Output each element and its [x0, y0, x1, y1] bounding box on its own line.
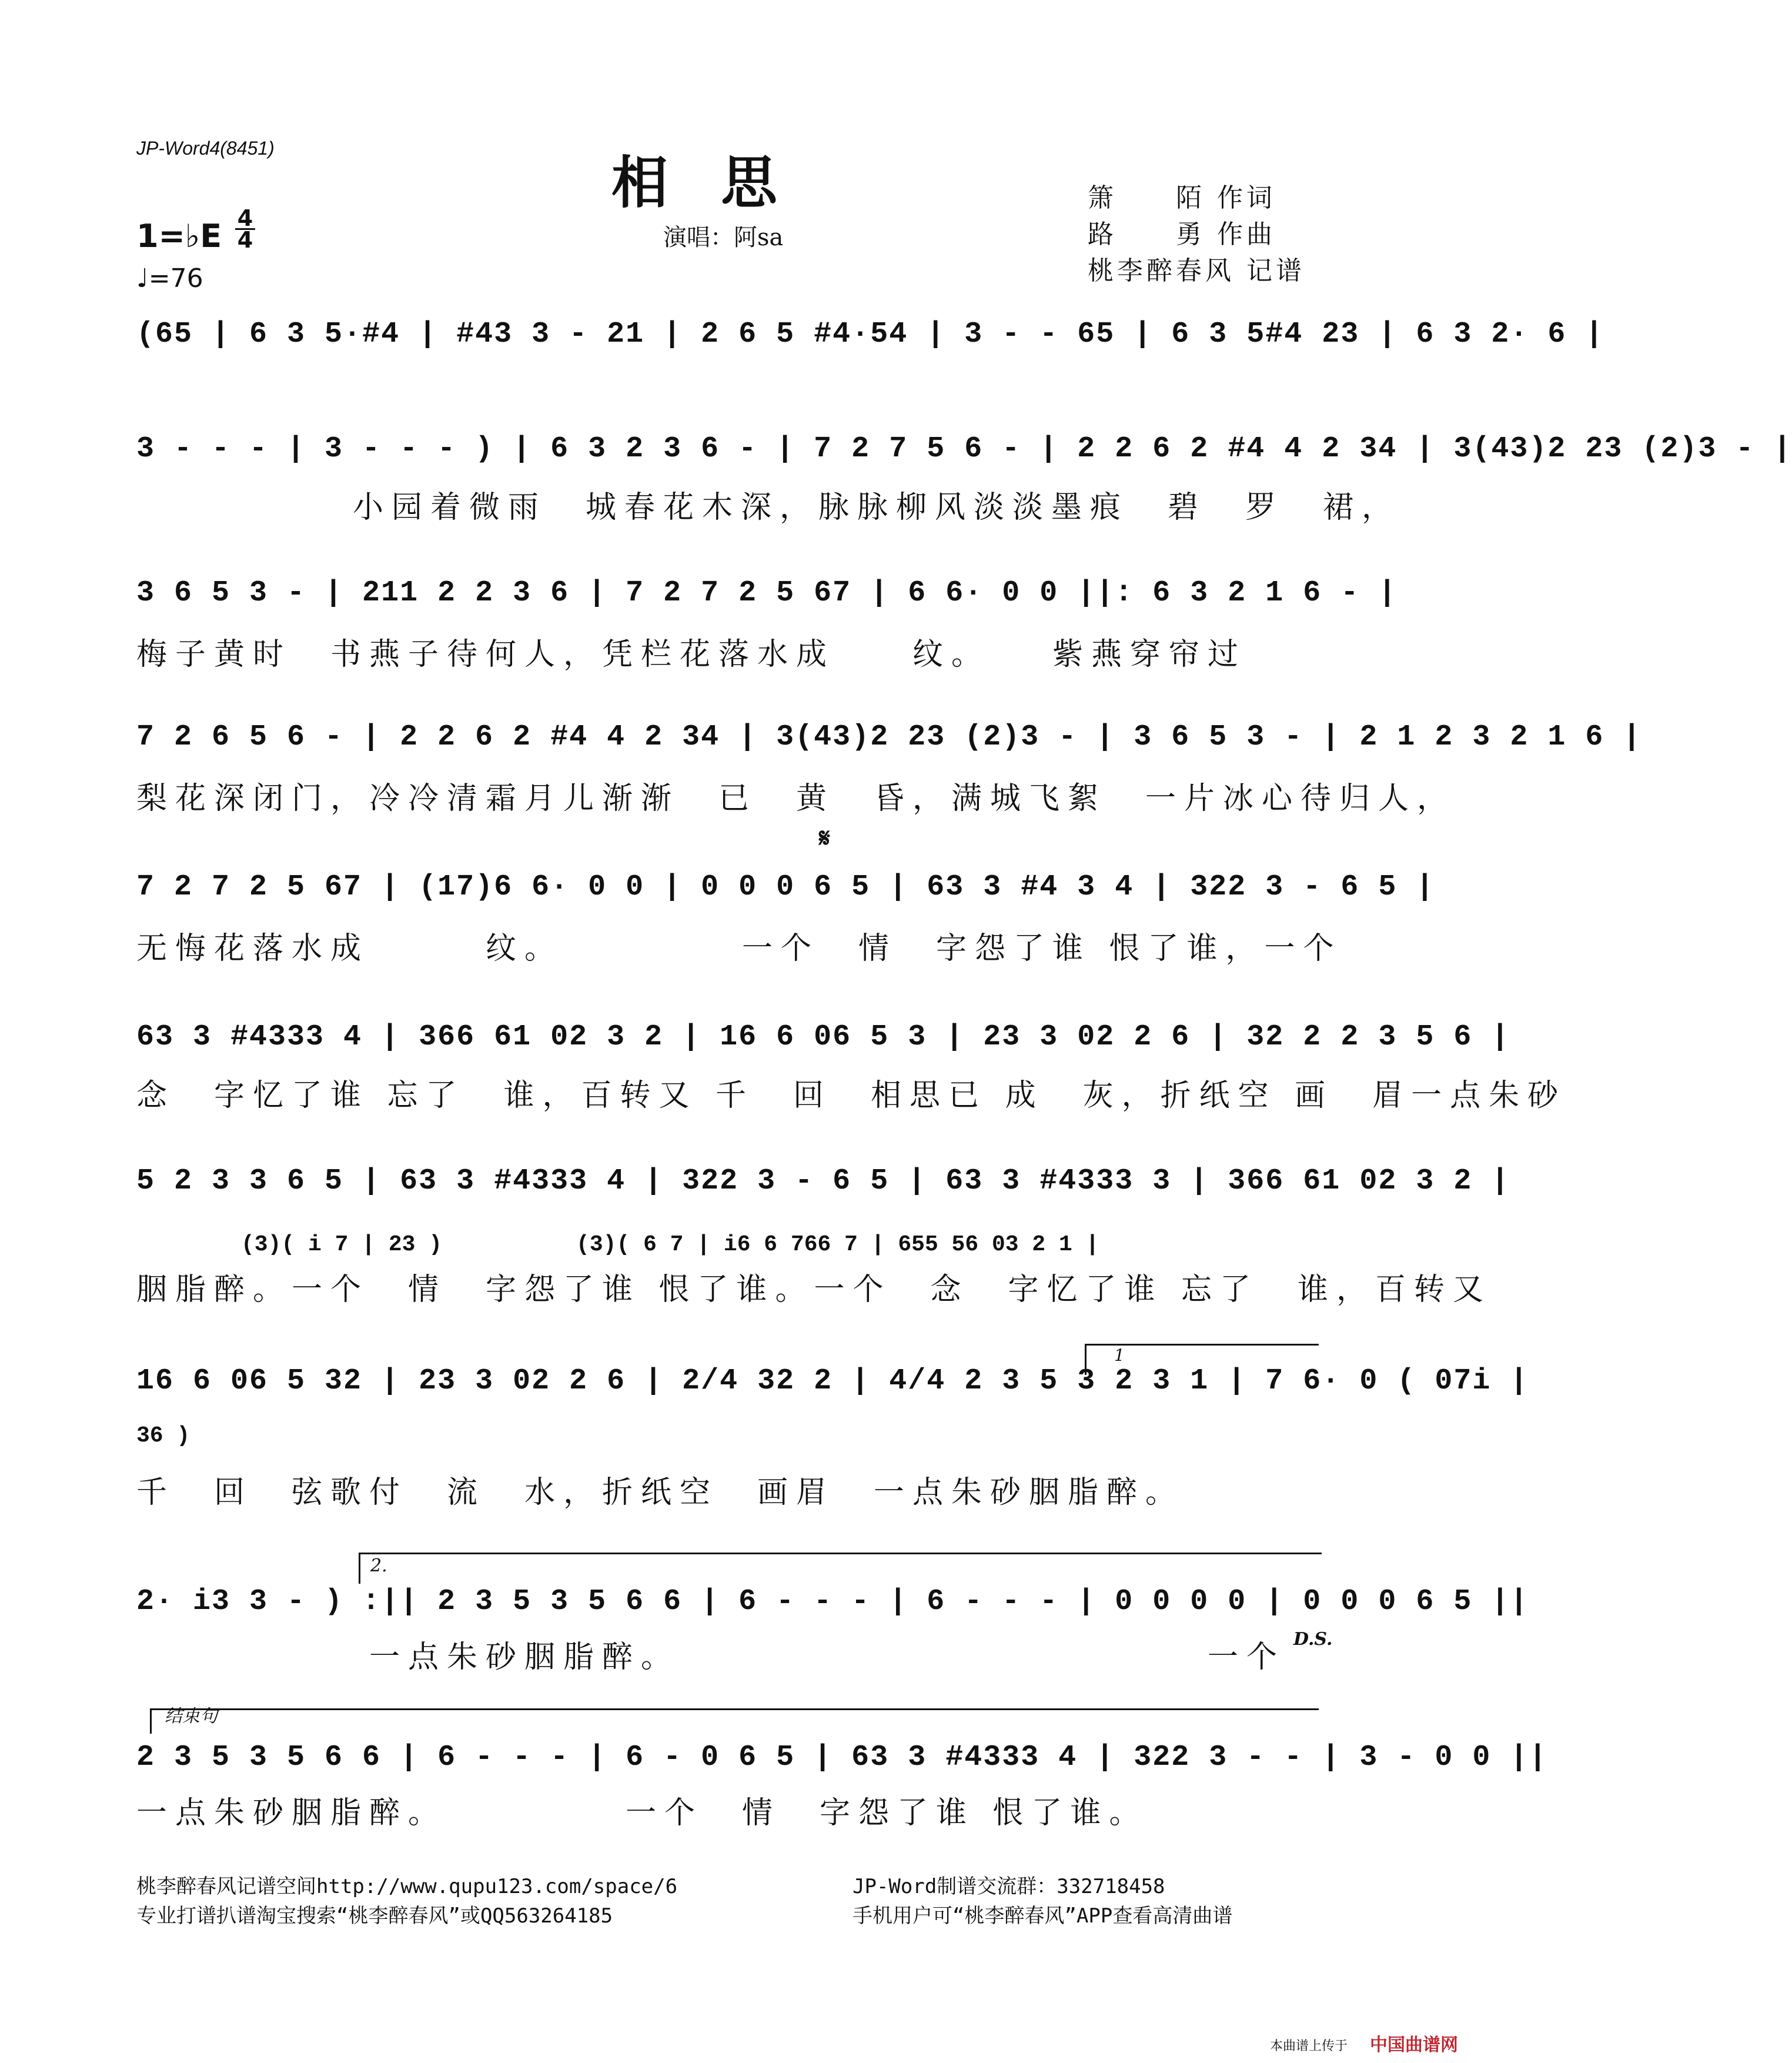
lyric-row-6: 念 字忆了谁 忘了 谁，百转又 千 回 相思已 成 灰，折纸空 画 眉一点朱砂	[136, 1078, 1567, 1113]
composer-credit: 路 勇 作曲	[1088, 219, 1276, 249]
lyric-row-8: 千 回 弦歌付 流 水，折纸空 画眉 一点朱砂胭脂醉。	[136, 1475, 1185, 1510]
footer-left-line-1: 桃李醉春风记谱空间http://www.qupu123.com/space/6	[136, 1875, 678, 1898]
notation-row-6: 63 3 #4333 4 | 366 61 02 3 2 | 16 6 06 5 3 | 23 3 02 2 6 | 32 2 2 3 5 6 |	[136, 1020, 1510, 1054]
notation-row-3: 3 6 5 3 - | 211 2 2 3 6 | 7 2 7 2 5 67 | 6 6· 0 0 ||: 6 3 2 1 6 - |	[136, 576, 1398, 610]
notation-row-9: 2· i3 3 - ) :|| 2 3 5 3 5 6 6 | 6 - - - | 6 - - - | 0 0 0 0 | 0 0 0 6 5 ||	[136, 1585, 1529, 1618]
lyric-row-10: 一点朱砂胭脂醉。 一个 情 字怨了谁 恨了谁。	[136, 1795, 1148, 1831]
notation-row-2: 3 - - - | 3 - - - ) | 6 3 2 3 6 - | 7 2 7 5 6 - | 2 2 6 2 #4 4 2 34 | 3(43)2 23 (2)3 - |	[136, 432, 1792, 466]
key-signature: 1=♭E	[136, 218, 222, 255]
footer-right-line-1: JP-Word制谱交流群：332718458	[852, 1875, 1165, 1898]
notation-row-7: 5 2 3 3 6 5 | 63 3 #4333 4 | 322 3 - 6 5 | 63 3 #4333 3 | 366 61 02 3 2 |	[136, 1164, 1510, 1198]
lyric-row-4: 梨花深闭门，冷冷清霜月儿渐渐 已 黄 昏，满城飞絮 一片冰心待归人，	[136, 781, 1456, 816]
ending-bracket	[150, 1708, 1319, 1734]
site-logo: 中国曲谱网	[1370, 2035, 1458, 2055]
notation-row-4: 7 2 6 5 6 - | 2 2 6 2 #4 4 2 34 | 3(43)2 23 (2)3 - | 3 6 5 3 - | 2 1 2 3 2 1 6 |	[136, 720, 1642, 754]
volta-2-bracket	[359, 1553, 1322, 1584]
notation-row-5: 7 2 7 2 5 67 | (17)6 6· 0 0 | 0 0 0 6 5 | 63 3 #4 3 4 | 322 3 - 6 5 |	[136, 870, 1435, 904]
footer-right-line-2: 手机用户可“桃李醉春风”APP查看高清曲谱	[852, 1904, 1233, 1928]
lyricist-credit: 箫 陌 作词	[1088, 183, 1276, 213]
segno-sign: 𝄋	[819, 823, 830, 853]
lyric-row-2: 小园着微雨 城春花木深，脉脉柳风淡淡墨痕 碧 罗 裙，	[353, 490, 1401, 525]
time-signature	[235, 205, 255, 253]
notation-row-1: (65 | 6 3 5·#4 | #43 3 - 21 | 2 6 5 #4·54 | 3 - - 65 | 6 3 5#4 23 | 6 3 2· 6 |	[136, 318, 1604, 351]
ending-label: 结束句	[165, 1707, 218, 1726]
transcriber-credit: 桃李醉春风 记谱	[1088, 256, 1305, 286]
ds-marking: D.S.	[1293, 1629, 1333, 1650]
footer-left-line-2: 专业打谱扒谱淘宝搜索“桃李醉春风”或QQ563264185	[136, 1904, 613, 1928]
tempo-marking: ♩=76	[136, 263, 203, 293]
meter-bottom: 4	[237, 227, 253, 253]
lyric-row-5: 无悔花落水成 纹。 一个 情 字怨了谁 恨了谁，一个	[136, 931, 1342, 966]
lyric-row-3: 梅子黄时 书燕子待何人，凭栏花落水成 纹。 紫燕穿帘过	[136, 637, 1247, 672]
upload-stamp: 本曲谱上传于	[1270, 2039, 1348, 2054]
song-title: 相思	[611, 149, 830, 216]
singer-credit: 演唱：阿sa	[663, 224, 784, 251]
notation-row-10: 2 3 5 3 5 6 6 | 6 - - - | 6 - 0 6 5 | 63 3 #4333 4 | 322 3 - - | 3 - 0 0 ||	[136, 1741, 1548, 1774]
notation-row-8: 16 6 06 5 32 | 23 3 02 2 6 | 2/4 32 2 | 4/4 2 3 5 3 2 3 1 | 7 6· 0 ( 07i |	[136, 1364, 1529, 1398]
lyric-row-7: 胭脂醉。一个 情 字怨了谁 恨了谁。一个 念 字忆了谁 忘了 谁，百转又	[136, 1272, 1492, 1307]
software-label: JP-Word4(8451)	[136, 138, 275, 159]
lyric-row-9: 一点朱砂胭脂醉。 一个	[136, 1640, 1286, 1675]
alt-notation-row-7: (3)( i 7 | 23 ) (3)( 6 7 | i6 6 766 7 | 655 56 03 2 1 |	[241, 1232, 1099, 1257]
volta-2-label: 2.	[370, 1555, 387, 1576]
alt-notation-row-8: 36 )	[136, 1423, 190, 1448]
volta-1-label: 1	[1114, 1346, 1125, 1365]
meter-top: 4	[237, 205, 253, 231]
